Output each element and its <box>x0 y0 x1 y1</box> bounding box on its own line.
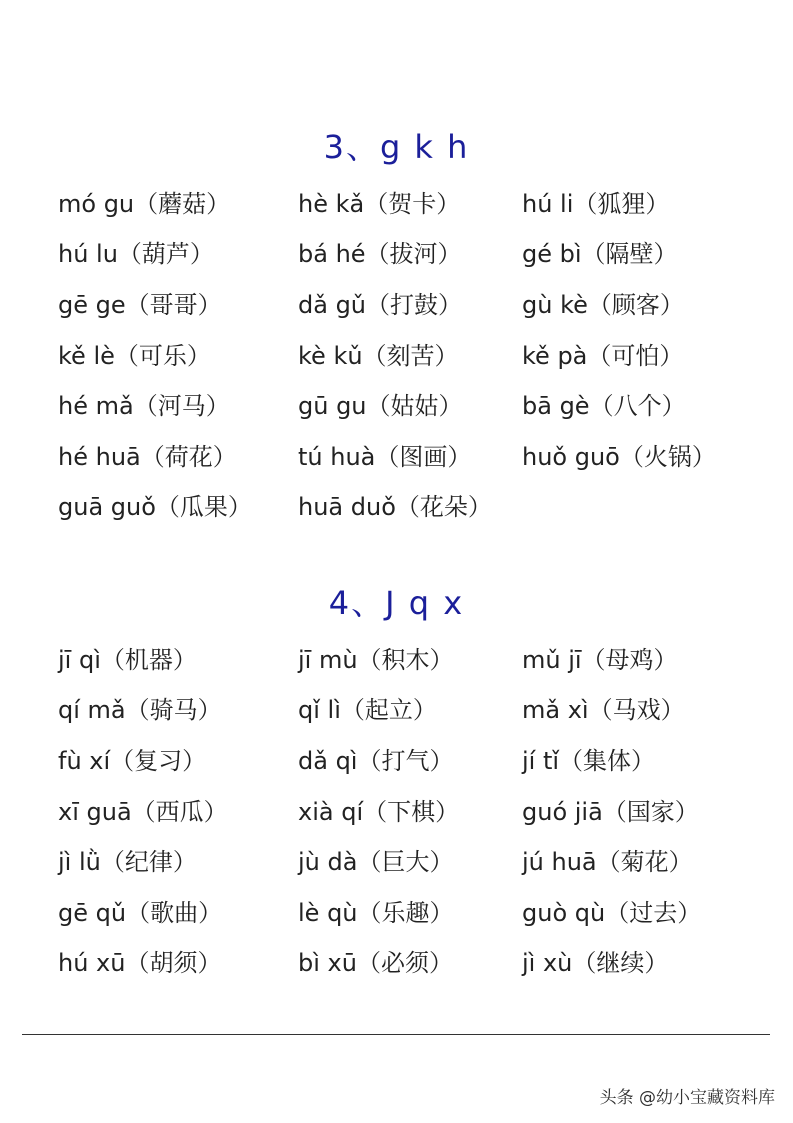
word-row <box>58 683 778 734</box>
word-item: gé bì（隔壁） <box>522 240 678 269</box>
word-item: jú huā（菊花） <box>522 848 693 877</box>
word-item: hú lu（葫芦） <box>58 240 214 269</box>
word-item: mó gu（蘑菇） <box>58 189 231 218</box>
word-item: dǎ qì（打气） <box>298 746 454 775</box>
section-title-gkh: 3、g k h <box>323 128 470 166</box>
word-row <box>58 328 778 379</box>
word-item: jí tǐ（集体） <box>522 746 656 775</box>
word-item: bá hé（拔河） <box>298 240 462 269</box>
word-item: huā duǒ（花朵） <box>298 493 492 522</box>
word-item: guò qù（过去） <box>522 898 702 927</box>
word-item: jì xù（继续） <box>522 949 669 978</box>
word-item: qǐ lì（起立） <box>298 696 437 725</box>
word-item: qí mǎ（骑马） <box>58 696 222 725</box>
word-row <box>58 834 778 885</box>
word-row <box>58 277 778 328</box>
word-item: xī guā（西瓜） <box>58 797 228 826</box>
word-item: hú xū（胡须） <box>58 949 222 978</box>
word-item: kě lè（可乐） <box>58 341 211 370</box>
watermark: 头条 @幼小宝藏资料库 <box>599 1088 775 1108</box>
word-grid-gkh <box>58 176 778 530</box>
word-item: gē qǔ（歌曲） <box>58 898 223 927</box>
word-item: hé mǎ（河马） <box>58 392 230 421</box>
word-item: hé huā（荷花） <box>58 442 237 471</box>
word-item: bì xū（必须） <box>298 949 453 978</box>
word-item: guā guǒ（瓜果） <box>58 493 252 522</box>
word-row <box>58 632 778 683</box>
word-row <box>58 733 778 784</box>
word-item: gù kè（顾客） <box>522 290 684 319</box>
word-item: lè qù（乐趣） <box>298 898 454 927</box>
word-row <box>58 227 778 278</box>
word-item: hè kǎ（贺卡） <box>298 189 461 218</box>
word-grid-jqx <box>58 632 778 986</box>
word-item: gū gu（姑姑） <box>298 392 463 421</box>
word-item: mǔ jī（母鸡） <box>522 645 678 674</box>
word-row <box>58 885 778 936</box>
word-item: jī qì（机器） <box>58 645 197 674</box>
word-item: mǎ xì（马戏） <box>522 696 685 725</box>
word-item: fù xí（复习） <box>58 746 207 775</box>
word-item: jì lǜ（纪律） <box>58 848 197 877</box>
word-item: huǒ guō（火锅） <box>522 442 716 471</box>
word-row <box>58 784 778 835</box>
word-row <box>58 378 778 429</box>
word-item: jī mù（积木） <box>298 645 454 674</box>
footer-divider <box>22 1034 770 1035</box>
section-title-jqx: 4、J q x <box>328 584 465 622</box>
word-item: guó jiā（国家） <box>522 797 699 826</box>
word-item: tú huà（图画） <box>298 442 472 471</box>
word-row <box>58 429 778 480</box>
word-row <box>58 936 778 987</box>
word-item: gē ge（哥哥） <box>58 290 222 319</box>
word-item: kě pà（可怕） <box>522 341 684 370</box>
word-item: bā gè（八个） <box>522 392 686 421</box>
word-item: jù dà（巨大） <box>298 848 454 877</box>
word-item: kè kǔ（刻苦） <box>298 341 459 370</box>
word-item: dǎ gǔ（打鼓） <box>298 290 463 319</box>
word-item: hú li（狐狸） <box>522 189 670 218</box>
word-row <box>58 176 778 227</box>
word-item: xià qí（下棋） <box>298 797 460 826</box>
word-row <box>58 480 778 531</box>
